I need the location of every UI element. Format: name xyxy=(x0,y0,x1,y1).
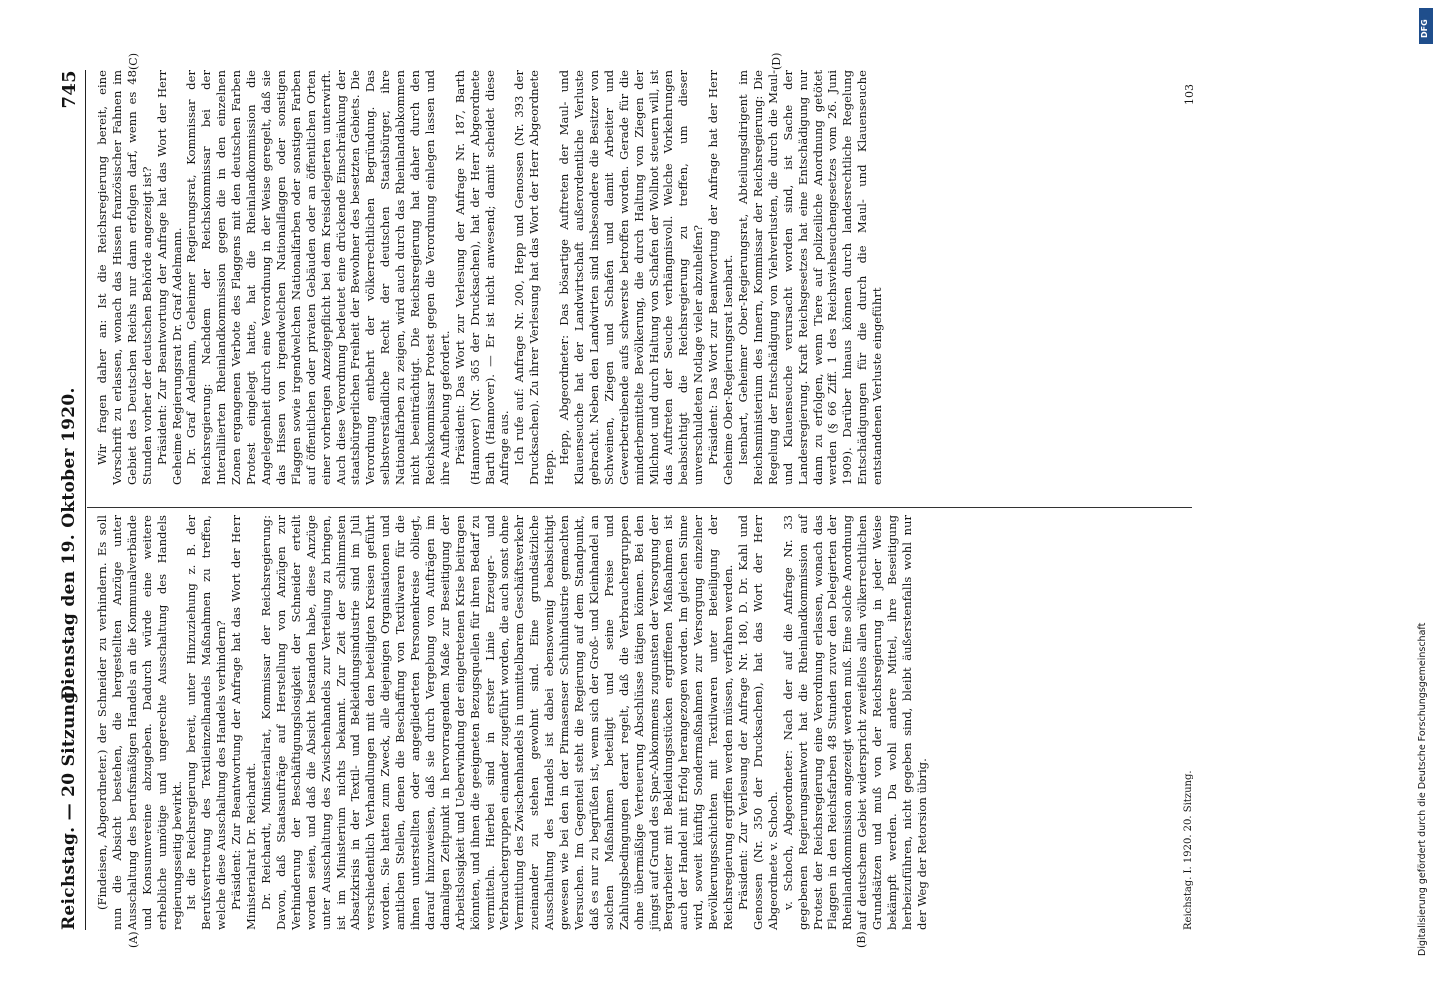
header-date: Dienstag den 19. Oktober 1920. xyxy=(59,387,79,700)
paragraph: Dr. Graf Adelmann, Geheimer Regierungsrat, Kommissar der Reichsregierung: Nachdem der Reichskommissar bei der Interalliierten Rheinlandkommission gegen die in den einzelnen Zonen ergangenen Verbote des Flaggens mit den deutschen Farben Protest eingelegt hatte, hat die Rheinlandkommission die Angelegenheit durch eine Verordnung in der Weise geregelt, daß sie das Hissen von irgendwelchen Nationalflaggen oder sonstigen Flaggen sowie irgendwelchen Nationalfarben oder sonstigen Farben auf öffentlichen oder privaten Gebäuden oder an öffentlichen Orten einer vorherigen Anzeigepflicht bei dem Kreisdelegierten unterwirft. Auch diese Verordnung bedeutet eine drückende Einschränkung der staatsbürgerlichen Freiheit der Bewohner des besetzten Gebiets. Die Verordnung entbehrt der völkerrechtlichen Begründung. Das selbstverständliche Recht der deutschen Staatsbürger, ihre Nationalfarben zu zeigen, wird auch durch das Rheinlandabkommen nicht beeinträchtigt. Die Reichsregierung hat daher durch den Reichskommissar Protest gegen die Verordnung einlegen lassen und ihre Aufhebung gefordert. xyxy=(184,70,452,485)
paragraph: Präsident: Zur Verlesung der Anfrage Nr. 180, D. Dr. Kahl und Genossen (Nr. 350 der Drucksachen), hat das Wort der Herr Abgeordnete v. Schoch. xyxy=(735,515,780,930)
header-page-number: 745 xyxy=(59,70,80,109)
paragraph: Präsident: Das Wort zur Verlesung der Anfrage Nr. 187, Barth (Hannover) (Nr. 365 der Drucksachen), hat der Herr Abgeordnete Barth (Hannover). — Er ist nicht anwesend; damit scheidet diese Anfrage aus. xyxy=(452,70,512,485)
paragraph: (Findeisen, Abgeordneter.) der Schneider zu verhindern. Es soll nun die Absicht bestehen, die hergestellten Anzüge unter Ausschaltung des berufsmäßigen Handels an die Kommunalverbände und Konsumvereine abzugeben. Dadurch würde eine weitere erhebliche unnötige und ungerechte Ausschaltung des Handels regierungsseitig bewirkt. xyxy=(95,515,184,930)
header-session: Reichstag. — 20 Sitzung. xyxy=(59,685,79,930)
digitization-note-text: Digitalisierung gefördert durch die Deutsche Forschungsgemeinschaft xyxy=(1417,622,1428,956)
paragraph: Isenbart, Geheimer Ober-Regierungsrat, Abteilungsdirigent im Reichsministerium des Innern, Kommissar der Reichsregierung: Die Regelung der Entschädigung von Viehverlusten, die durch die Maul- und Klauenseuche verursacht worden sind, ist Sache der Landesregierung. Kraft Reichsgesetzes hat eine Entschädigung nur dann zu erfolgen, wenn Tiere auf polizeiliche Anordnung getötet werden (§ 66 Ziff. 1 des Reichsviehseuchengesetzes vom 26. Juni 1909). Darüber hinaus können durch landesrechtliche Regelung Entschädigungen für die durch die Maul- und Klauenseuche entstandenen Verluste eingeführt xyxy=(735,70,885,485)
paragraph: Ist die Reichsregierung bereit, unter Hinzuziehung z. B. der Berufsvertretung des Textileinzelhandels Maßnahmen zu treffen, welche diese Ausschaltung des Handels verhindern? xyxy=(184,515,229,930)
paragraph: Dr. Reichardt, Ministerialrat, Kommissar der Reichsregierung: Davon, daß Staatsaufträge auf Herstellung von Anzügen zur Verhinderung der Beschäftigungslosigkeit der Schneider erteilt worden seien, und daß die Absicht bestanden habe, diese Anzüge unter Ausschaltung des Zwischenhandels zur Verteilung zu bringen, ist im Ministerium nichts bekannt. Zur Zeit der schlimmsten Absatzkrisis in der Textil- und Bekleidungsindustrie sind im Juli verschiedentlich Verhandlungen mit den beteiligten Kreisen geführt worden. Sie hatten zum Zweck, alle diejenigen Organisationen und amtlichen Stellen, denen die Beschaffung von Textilwaren für die ihnen unterstellten oder angegliederten Personenkreise obliegt, darauf hinzuweisen, daß sie durch Vergebung von Aufträgen im damaligen Zeitpunkt in hervorragendem Maße zur Beseitigung der Arbeitslosigkeit und Ueberwindung der eingetretenen Krise beitragen könnten, und ihnen die geeigneten Bezugsquellen für ihren Bedarf zu vermitteln. Hierbei sind in erster Linie Erzeuger- und Verbrauchergruppen einander zugeführt worden, die auch sonst ohne Vermittlung des Zwischenhandels in unmittelbarem Geschäftsverkehr zueinander zu stehen gewohnt sind. Eine grundsätzliche Ausschaltung des Handels ist dabei ebensowenig beabsichtigt gewesen wie bei den in der Pirmasenser Schuhindustrie gemachten Versuchen. Im Gegenteil steht die Regierung auf dem Standpunkt, daß es nur zu begrüßen ist, wenn sich der Groß- und Kleinhandel an solchen Maßnahmen beteiligt und seine Preise und Zahlungsbedingungen derart regelt, daß die Verbrauchergruppen ohne übermäßige Verteuerung Abschlüsse tätigen können. Bei den jüngst auf Grund des Spar-Abkommens zugunsten der Versorgung der Bergarbeiter mit Bekleidungsstücken ergriffenen Maßnahmen ist auch der Handel mit Erfolg herangezogen worden. Im gleichen Sinne wird, soweit künftig Sondermaßnahmen zur Versorgung einzelner Bevölkerungsschichten mit Textilwaren unter Beteiligung der Reichsregierung ergriffen werden müssen, verfahren werden. xyxy=(258,515,736,930)
margin-mark-b: (B) xyxy=(855,931,868,948)
footer-number: 103 xyxy=(1183,84,1196,105)
right-column xyxy=(95,70,885,485)
margin-mark-a: (A) xyxy=(127,931,140,948)
paragraph: v. Schoch, Abgeordneter: Nach der auf die Anfrage Nr. 33 gegebenen Regierungsantwort hat die Rheinlandkommission auf Protest der Reichsregierung eine Verordnung erlassen, wonach das Flaggen in den Reichsfarben 48 Stunden zuvor den Delegierten der Rheinlandkommission angezeigt werden muß. Eine solche Anordnung auf deutschem Gebiet widerspricht zweifellos allen völkerrechtlichen Grundsätzen und muß von der Reichsregierung in jeder Weise bekämpft werden. Da wohl andere Mittel, ihre Beseitigung herbeizuführen, nicht gegeben sind, bleibt äußerstenfalls wohl nur der Weg der Retorsion übrig. xyxy=(780,515,929,930)
footer-left: Reichstag. I. 1920. 20. Sitzung. xyxy=(1183,770,1194,930)
paragraph: Hepp, Abgeordneter: Das bösartige Auftreten der Maul- und Klauenseuche hat der Landwirtschaft außerordentliche Verluste gebracht. Neben den Landwirten sind insbesondere die Besitzer von Schweinen, Ziegen und Schafen und damit Arbeiter und Gewerbetreibende aufs schwerste betroffen worden. Gerade für die minderbemittelte Bevölkerung, die durch Haltung von Ziegen der Milchnot und durch Haltung von Schafen der Wollnot steuern will, ist das Auftreten der Seuche verhängnisvoll. Welche Vorkehrungen beabsichtigt die Reichsregierung zu treffen, um dieser unverschuldeten Notlage vieler abzuhelfen? xyxy=(557,70,706,485)
paragraph: Präsident: Das Wort zur Beantwortung der Anfrage hat der Herr Geheime Ober-Regierungsrat Isenbart. xyxy=(706,70,736,485)
column-divider xyxy=(87,507,1192,508)
margin-mark-d: (D) xyxy=(770,52,783,70)
paragraph: Wir fragen daher an: Ist die Reichsregierung bereit, eine Vorschrift zu erlassen, wonach das Hissen französischer Fahnen im Gebiet des Deutschen Reichs nur dann erfolgen darf, wenn es 48 Stunden vorher der deutschen Behörde angezeigt ist? xyxy=(95,70,154,485)
document-page xyxy=(55,0,1355,950)
paragraph: Ich rufe auf: Anfrage Nr. 200, Hepp und Genossen (Nr. 393 der Drucksachen). Zu ihrer Verlesung hat das Wort der Herr Abgeordnete Hepp. xyxy=(512,70,557,485)
digitization-note xyxy=(1415,60,1433,960)
page-header xyxy=(55,70,86,930)
paragraph: Präsident: Zur Beantwortung der Anfrage hat das Wort der Herr Geheime Regierungsrat Dr. Graf Adelmann. xyxy=(154,70,184,485)
dfg-logo xyxy=(1419,8,1433,44)
paragraph: Präsident: Zur Beantwortung der Anfrage hat das Wort der Herr Ministerialrat Dr. Reichardt. xyxy=(229,515,259,930)
left-column xyxy=(95,515,930,930)
margin-mark-c: (C) xyxy=(127,53,140,70)
dfg-logo-text: DFG xyxy=(1420,19,1429,38)
